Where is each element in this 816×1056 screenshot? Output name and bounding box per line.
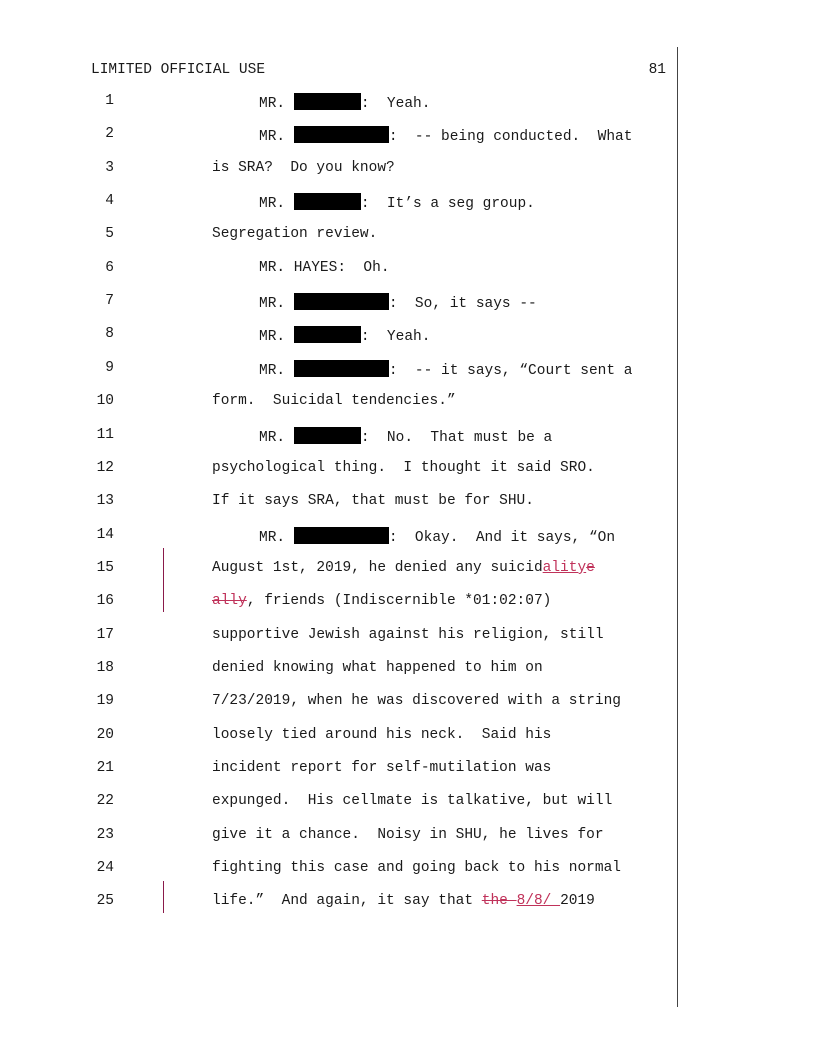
line-number: 6 [105, 259, 114, 276]
line-number: 14 [96, 526, 114, 543]
line-text [212, 693, 621, 709]
spoken-text: August 1st, 2019, he denied any suicid [212, 559, 543, 576]
spoken-text: If it says SRA, that must be for SHU. [212, 493, 534, 510]
transcript-line [0, 193, 680, 217]
line-text [212, 893, 595, 909]
transcript-line [0, 560, 680, 584]
spoken-text: : Yeah. [360, 329, 431, 346]
transcript-line [0, 93, 680, 117]
spoken-text: is SRA? Do you know? [212, 159, 395, 176]
transcript-line [0, 360, 680, 384]
speaker-label: MR. [259, 429, 294, 446]
spoken-text: : Yeah. [360, 96, 431, 112]
redaction-box [294, 93, 361, 110]
line-text [259, 93, 430, 112]
line-text [259, 427, 552, 446]
spoken-text: loosely tied around his neck. Said his [212, 726, 552, 743]
line-text [259, 326, 430, 345]
spoken-text: : -- being conducted. What [388, 129, 633, 146]
spoken-text: 7/23/2019, when he was discovered with a string [212, 693, 621, 710]
line-number: 8 [105, 326, 114, 343]
spoken-text: : Oh. [337, 259, 390, 276]
spoken-text: Segregation review. [212, 226, 378, 243]
spoken-text: fighting this case and going back to his normal [212, 860, 621, 877]
line-number: 12 [96, 459, 114, 476]
transcript-line [0, 693, 680, 717]
line-text [212, 493, 534, 509]
redaction-box [294, 360, 389, 377]
line-number: 9 [105, 359, 114, 376]
transcript-line [0, 493, 680, 517]
transcript-line [0, 326, 680, 350]
spoken-text: denied knowing what happened to him on [212, 659, 543, 676]
redaction-box [294, 427, 361, 444]
line-text [212, 393, 456, 409]
transcript-line [0, 126, 680, 150]
line-number: 25 [96, 893, 114, 910]
speaker-label: MR. [259, 529, 294, 546]
line-text [212, 727, 551, 743]
spoken-text: : Okay. And it says, “On [388, 529, 616, 546]
redaction-box [294, 193, 361, 210]
spoken-text: : It’s a seg group. [360, 196, 535, 213]
spoken-text: , friends (Indiscernible *01:02:07) [246, 593, 552, 610]
line-text [259, 527, 615, 546]
transcript-line [0, 893, 680, 917]
spoken-text: life.” And again, it say that [212, 893, 482, 910]
transcript-line [0, 860, 680, 884]
spoken-text: expunged. His cellmate is talkative, but will [212, 793, 613, 810]
transcript-line [0, 593, 680, 617]
deleted-text: the [481, 893, 517, 910]
speaker-label: MR. [259, 129, 294, 146]
line-number: 24 [96, 860, 114, 877]
transcript-line [0, 727, 680, 751]
line-text [212, 560, 595, 576]
spoken-text: give it a chance. Noisy in SHU, he lives for [212, 826, 604, 843]
line-text [212, 226, 377, 242]
line-number: 2 [105, 126, 114, 143]
spoken-text: supportive Jewish against his religion, still [212, 626, 604, 643]
spoken-text-tail: 2019 [560, 893, 595, 910]
line-text [212, 793, 612, 809]
spoken-text: : No. That must be a [360, 429, 553, 446]
deleted-text: e [586, 559, 595, 576]
line-number: 18 [96, 659, 114, 676]
line-text [259, 260, 390, 276]
line-text [259, 360, 632, 379]
line-number: 7 [105, 293, 114, 310]
line-number: 15 [96, 559, 114, 576]
transcript-line [0, 827, 680, 851]
spoken-text: psychological thing. I thought it said SRO. [212, 459, 595, 476]
transcript-line [0, 427, 680, 451]
page-number: 81 [648, 62, 666, 78]
transcript-line [0, 160, 680, 184]
line-number: 22 [96, 793, 114, 810]
spoken-text: incident report for self-mutilation was [212, 760, 552, 776]
line-text [212, 660, 543, 676]
transcript-line [0, 460, 680, 484]
line-text [259, 126, 632, 145]
speaker-label: MR. [259, 362, 294, 379]
redaction-box [294, 293, 389, 310]
transcript-line [0, 527, 680, 551]
redaction-box [294, 527, 389, 544]
transcript-line [0, 226, 680, 250]
transcript-line [0, 660, 680, 684]
redaction-box [294, 126, 389, 143]
classification-header: LIMITED OFFICIAL USE [91, 62, 266, 78]
line-number: 21 [96, 760, 114, 776]
line-text [212, 827, 604, 843]
line-number: 11 [96, 426, 114, 443]
line-text [212, 160, 395, 176]
line-number: 10 [96, 393, 114, 410]
line-text [212, 760, 551, 776]
line-text [212, 627, 604, 643]
spoken-text: : So, it says -- [388, 296, 537, 313]
line-number: 19 [96, 693, 114, 710]
line-text [259, 193, 535, 212]
line-text [212, 860, 621, 876]
inserted-text: 8/8/ [516, 893, 561, 910]
line-text [212, 593, 551, 609]
speaker-label: MR. [259, 296, 294, 313]
spoken-text: form. Suicidal tendencies.” [212, 393, 456, 410]
transcript-line [0, 793, 680, 817]
line-text [259, 293, 537, 312]
line-number: 13 [96, 493, 114, 510]
speaker-label: MR. HAYES [259, 259, 338, 276]
line-number: 4 [105, 193, 114, 210]
spoken-text: : -- it says, “Court sent a [388, 362, 633, 379]
transcript-line [0, 260, 680, 284]
line-number: 20 [96, 726, 114, 743]
line-number: 1 [105, 93, 114, 109]
inserted-text: ality [542, 559, 587, 576]
transcript-line [0, 760, 680, 784]
deleted-text: ally [212, 593, 247, 610]
speaker-label: MR. [259, 329, 294, 346]
redaction-box [294, 326, 361, 343]
speaker-label: MR. [259, 96, 294, 112]
line-number: 5 [105, 226, 114, 243]
line-number: 3 [105, 159, 114, 176]
line-number: 16 [96, 593, 114, 610]
line-number: 17 [96, 626, 114, 643]
transcript-line [0, 393, 680, 417]
speaker-label: MR. [259, 196, 294, 213]
transcript-line [0, 293, 680, 317]
line-text [212, 460, 595, 476]
transcript-line [0, 627, 680, 651]
line-number: 23 [96, 826, 114, 843]
